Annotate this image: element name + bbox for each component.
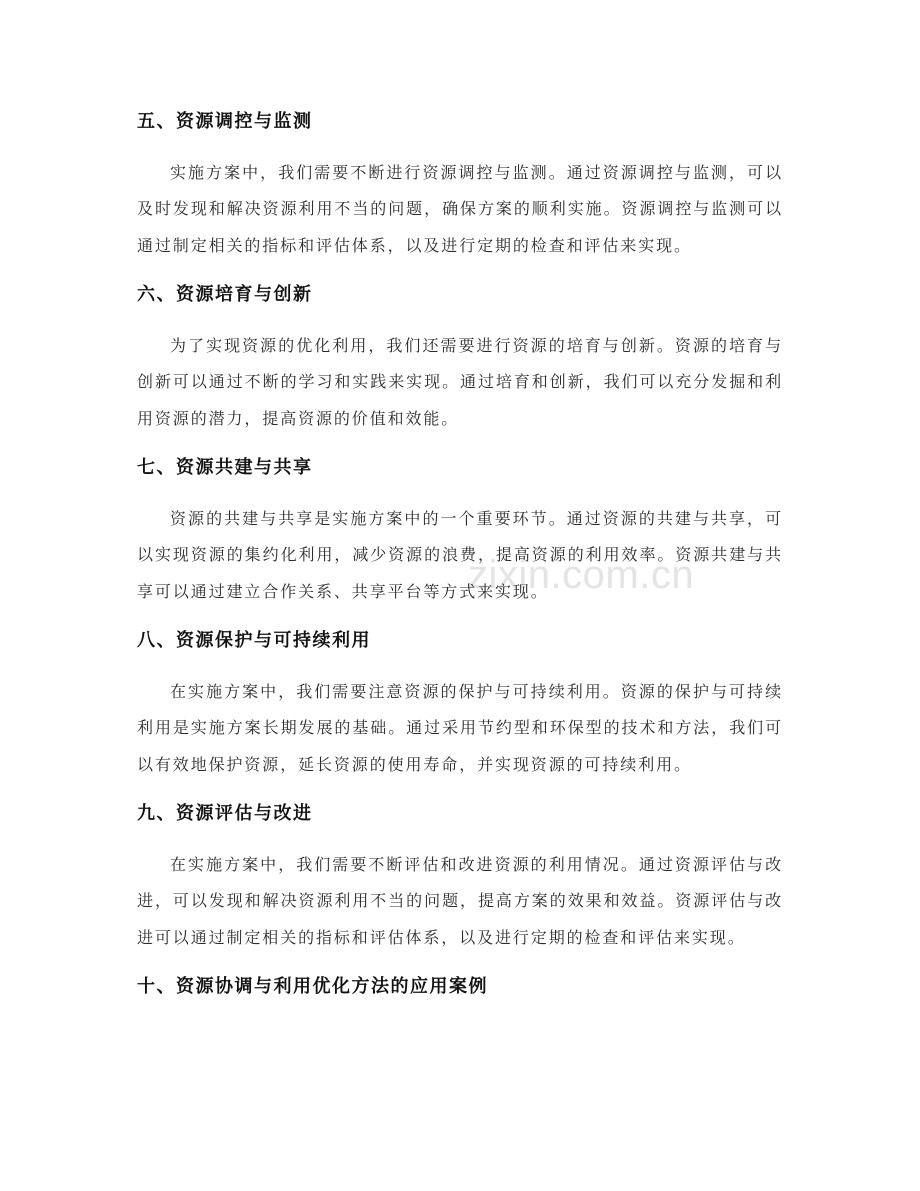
section-heading: 七、资源共建与共享: [137, 457, 313, 478]
section-8: [137, 623, 783, 783]
section-heading: 六、资源培育与创新: [137, 284, 313, 305]
section-heading: 八、资源保护与可持续利用: [137, 630, 371, 651]
section-paragraph: 在实施方案中，我们需要注意资源的保护与可持续利用。资源的保护与可持续利用是实施方案长期发展的基础。通过采用节约型和环保型的技术和方法，我们可以有效地保护资源，延长资源的使用寿命，并实现资源的可持续利用。: [137, 681, 783, 774]
section-paragraph: 资源的共建与共享是实施方案中的一个重要环节。通过资源的共建与共享，可以实现资源的集约化利用，减少资源的浪费，提高资源的利用效率。资源共建与共享可以通过建立合作关系、共享平台等方式来实现。: [137, 508, 783, 601]
section-10: [137, 969, 783, 1005]
section-paragraph: 为了实现资源的优化利用，我们还需要进行资源的培育与创新。资源的培育与创新可以通过不断的学习和实践来实现。通过培育和创新，我们可以充分发掘和利用资源的潜力，提高资源的价值和效能。: [137, 335, 783, 428]
watermark: zixin.com.cn: [468, 553, 695, 597]
section-5: [137, 104, 783, 264]
section-heading: 五、资源调控与监测: [137, 111, 313, 132]
section-7: [137, 450, 783, 610]
section-9: [137, 796, 783, 956]
section-paragraph: 实施方案中，我们需要不断进行资源调控与监测。通过资源调控与监测，可以及时发现和解决资源利用不当的问题，确保方案的顺利实施。资源调控与监测可以通过制定相关的指标和评估体系，以及进行定期的检查和评估来实现。: [137, 162, 783, 255]
document-body: [137, 104, 783, 1020]
section-heading: 九、资源评估与改进: [137, 803, 313, 824]
section-6: [137, 277, 783, 437]
section-paragraph: 在实施方案中，我们需要不断评估和改进资源的利用情况。通过资源评估与改进，可以发现和解决资源利用不当的问题，提高方案的效果和效益。资源评估与改进可以通过制定相关的指标和评估体系，以及进行定期的检查和评估来实现。: [137, 854, 783, 947]
section-heading: 十、资源协调与利用优化方法的应用案例: [137, 976, 488, 997]
